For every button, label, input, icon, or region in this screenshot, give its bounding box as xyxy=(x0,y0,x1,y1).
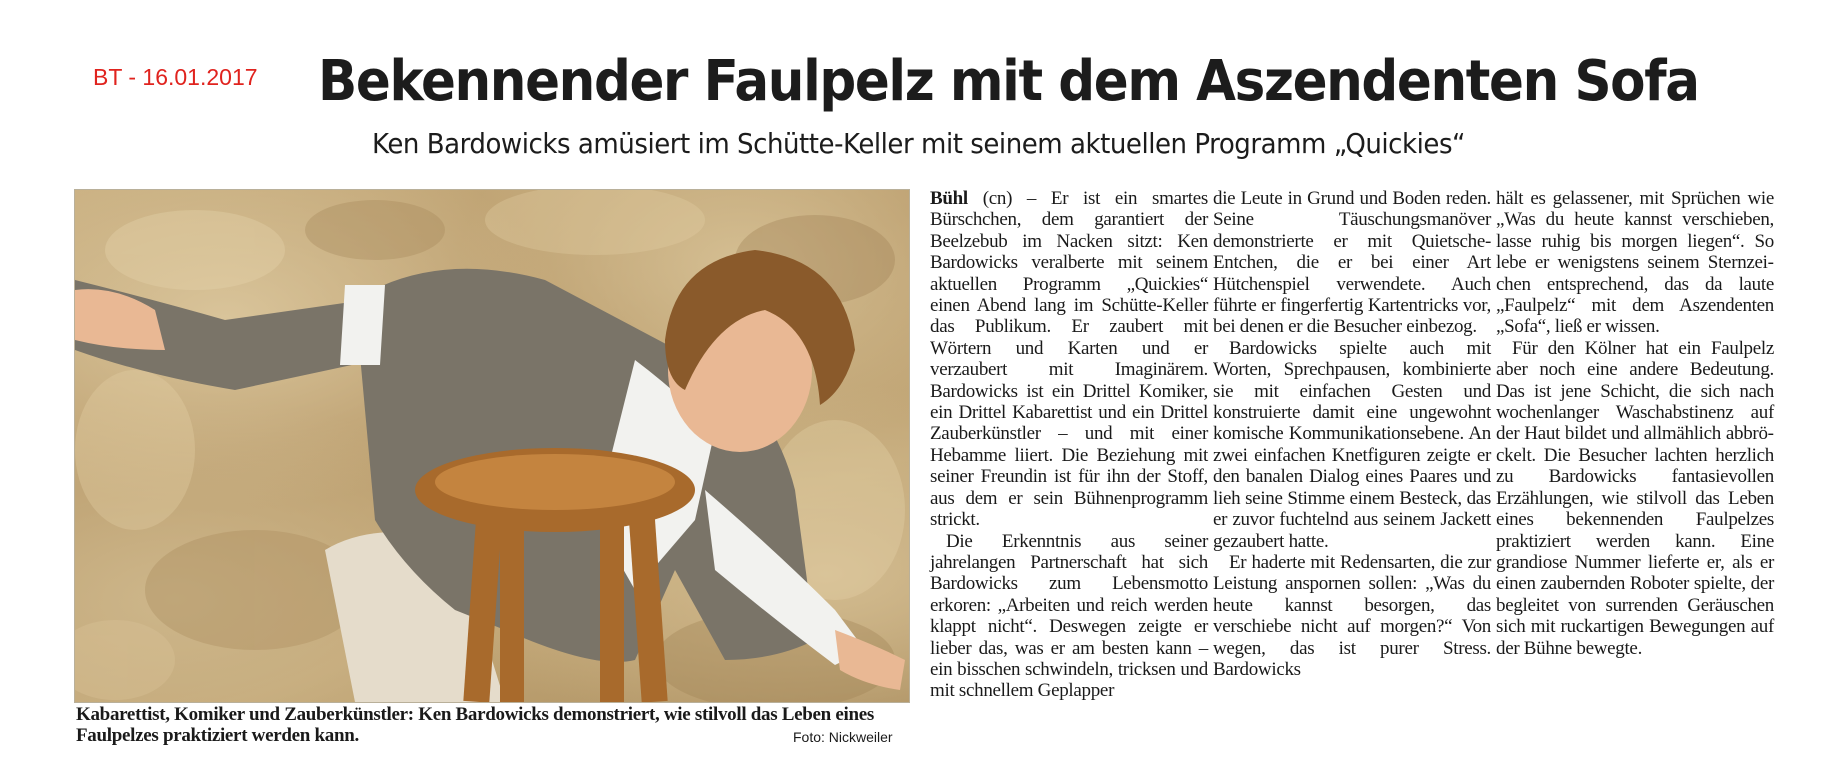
left-cuff xyxy=(340,285,385,365)
paragraph-lead-text: (cn) – Er ist ein smartes Bürschchen, dem garantiert der Beelzebub im Nacken sitzt: Ken Bardowicks veralberte mit seinem aktuellen Programm „Quickies“ einen Abend lang im Schütte-Keller das Publikum. Er zaubert mit Wörtern und Karten und er verzaubert mit Imaginärem. Bardowicks ist ein Drittel Komiker, ein Drittel Kabarettist und ein Drittel Zauberkünstler – und mit einer Hebamme liiert. Die Beziehung mit seiner Freundin ist für ihn der Stoff, aus dem er sein Bühnenprogramm strickt. xyxy=(930,188,1208,531)
photo-caption: Kabarettist, Komiker und Zauberkünstler: Ken Bardowicks demonstriert, wie stilvoll das Leben eines Faulpelzes praktiziert werden kann. xyxy=(76,704,874,746)
source-date-tag: BT - 16.01.2017 xyxy=(93,64,258,90)
photo-credit: Foto: Nickweiler xyxy=(793,729,893,745)
article-paragraph: Bardowicks spielte auch mit Worten, Sprechpausen, kombinierte sie mit einfachen Gesten und konstruierte damit eine ungewohnt komische Kommunikationsebene. An zwei einfachen Knetfiguren zeigte er den banalen Dialog eines Paares und lieh seine Stimme einem Besteck, das er zuvor fuchtelnd aus seinem Jackett gezaubert hatte. xyxy=(1213,337,1491,552)
article-paragraph: Die Erkenntnis aus seiner jahrelangen Partnerschaft hat sich Bardowicks zum Lebensmotto erkoren: „Arbeiten und reich werden klappt nicht“. Deswegen zeigte er lieber das, was er am besten kann – ein bisschen schwindeln, tricksen und mit schnellem Geplapper xyxy=(930,530,1208,702)
article-column-2 xyxy=(1213,188,1491,680)
performer-illustration xyxy=(75,190,909,702)
article-headline: Bekennender Faulpelz mit dem Aszendenten Sofa xyxy=(318,49,1699,114)
article-paragraph: Er haderte mit Redensarten, die zur Leistung anspornen sollen: „Was du heute kannst besorgen, das verschiebe nicht auf morgen?“ Von wegen, das ist purer Stress. Bardowicks xyxy=(1213,551,1491,680)
article-paragraph: hält es gelassener, mit Sprüchen wie „Was du heute kannst verschieben, lasse ruhig bis morgen liegen“. So lebe er wenigstens seinem Sternzeichen entsprechend, das da laute „Faulpelz“ mit dem Aszendenten „Sofa“, ließ er wissen. xyxy=(1496,188,1774,338)
article-column-3 xyxy=(1496,188,1774,659)
article-paragraph: Für den Kölner hat ein Faulpelz aber noch eine andere Bedeutung. Das ist jene Schicht, die sich nach wochenlanger Waschabstinenz auf der Haut bildet und allmählich abbröckelt. Die Besucher lachten herzlich zu Bardowicks fantasievollen Erzählungen, wie stilvoll das Leben eines bekennenden Faulpelzes praktiziert werden kann. Eine grandiose Nummer lieferte er, als er einen zaubernden Roboter spielte, der begleitet von surrenden Geräuschen sich mit ruckartigen Bewegungen auf der Bühne bewegte. xyxy=(1496,337,1774,659)
article-column-1 xyxy=(930,188,1208,702)
dateline-place: Bühl xyxy=(930,188,968,209)
article-photo xyxy=(74,189,910,703)
article-subheadline: Ken Bardowicks amüsiert im Schütte-Keller mit seinem aktuellen Programm „Quickies“ xyxy=(372,127,1466,160)
left-hand xyxy=(75,289,165,350)
article-paragraph xyxy=(930,188,1208,531)
article-paragraph: die Leute in Grund und Boden reden. Seine Täuschungsmanöver demonstrierte er mit Quietsche-Entchen, die er bei einer Art Hütchenspiel verwendete. Auch führte er fingerfertig Kartentricks vor, bei denen er die Besucher einbezog. xyxy=(1213,188,1491,338)
